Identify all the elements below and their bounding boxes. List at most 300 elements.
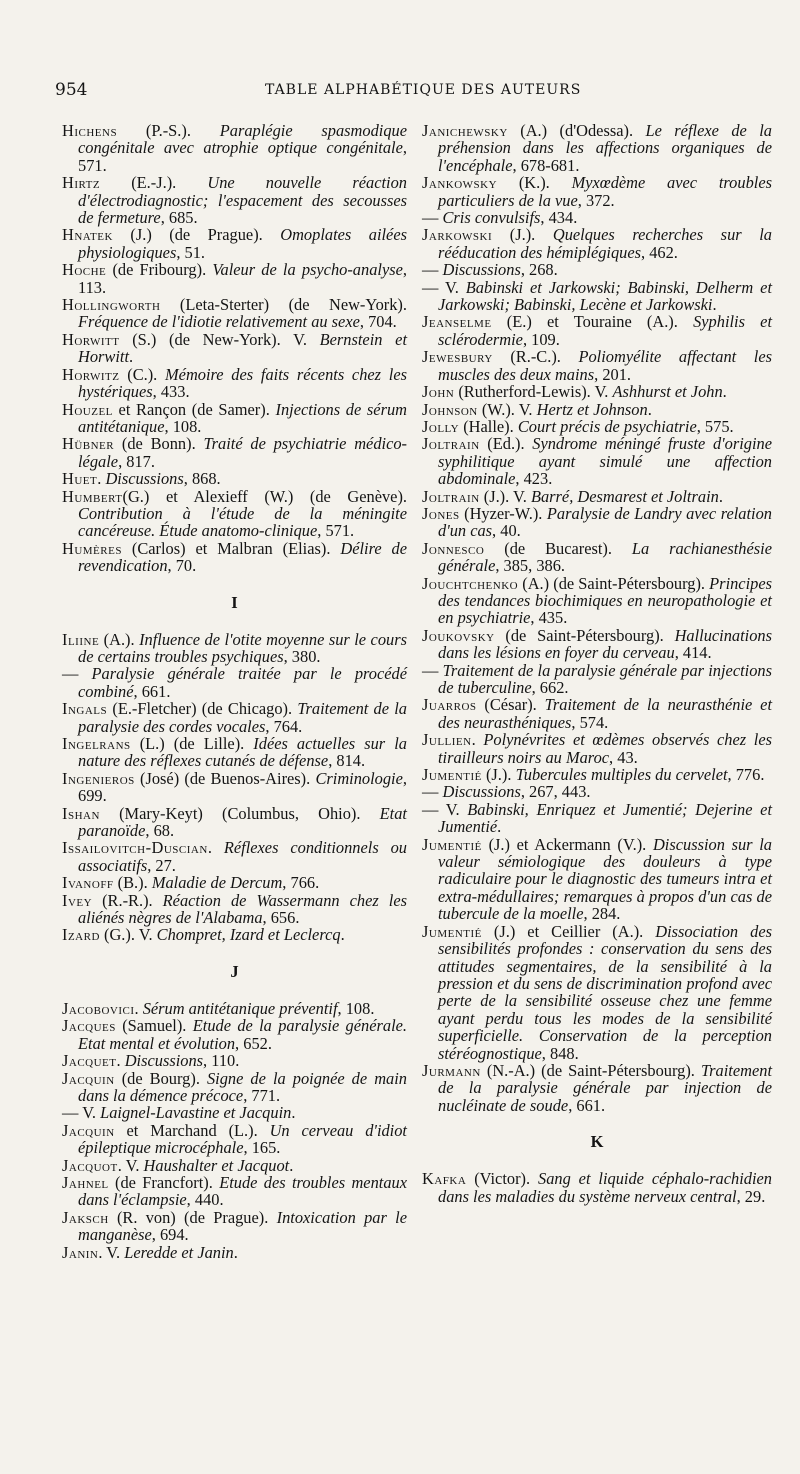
work-title: Babinski, Enriquez et Jumentié; Dejerine et Jumentié [438,799,772,837]
entry-list-j [62,1000,407,1261]
author-details: (G.) et Alexieff (W.) (de Genève). [122,486,407,506]
page-reference: , 434. [540,208,578,228]
work-title: Court précis de psychiatrie [517,416,697,436]
author-name: Jacobovici [62,998,135,1018]
work-title: Traité de psychiatrie médico-légale [78,434,407,471]
author-details: (J.) (de Prague). [112,225,281,245]
work-title: La rachianesthésie générale [438,538,772,576]
entry-list-k [422,1170,772,1205]
author-details: (José) (de Buenos-Aires). [134,768,316,788]
index-entry [62,226,407,261]
index-entry [62,470,407,487]
author-name: Jankowsky [422,173,498,193]
work-title: Principes des tendances biochimiques en neuropathologie et en psychiatrie [438,573,772,628]
author-details: (Samuel). [115,1016,193,1036]
author-details: . V. [117,1155,144,1175]
page-reference: , 704. [359,312,397,332]
author-details: — V. [422,799,468,819]
author-name: Janichewsky [422,121,508,140]
author-details: (Carlos) et Malbran (Elias). [121,538,341,558]
author-name: Jacquet [62,1051,117,1071]
index-entry [62,1070,407,1105]
work-title: Fréquence de l'idiotie relativement au sexe [78,312,360,332]
page-reference: , 678-681. [512,155,580,175]
index-entry [422,1062,772,1114]
author-details: (N.-A.) (de Saint-Pétersbourg). [480,1060,701,1080]
author-details: (J.). [492,225,553,245]
page-reference: , 435. [530,608,568,628]
index-entry [422,279,772,314]
index-entry [62,261,407,296]
work-title: Maladie de Dercum [151,873,283,893]
author-name: Joukovsky [422,625,495,645]
page-reference: . [497,817,502,837]
page-reference: , 414. [674,643,712,663]
work-title: Valeur de la psycho-analyse [212,260,403,280]
index-entry [62,892,407,927]
page-reference: , 109. [522,329,560,349]
page-reference: , 771. [243,1085,281,1105]
page-reference: , 110. [203,1051,240,1071]
author-name: Jeanselme [422,312,492,332]
author-details: (A.) (de Saint-Pétersbourg). [518,573,710,593]
index-entry [62,488,407,540]
author-name: Johnson [422,399,478,419]
index-entry [422,1170,772,1205]
work-title: Criminologie [315,768,403,788]
index-entry [422,383,772,400]
page-reference: . [722,382,727,402]
author-name: Janin [62,1242,99,1262]
page-number: 954 [55,80,88,100]
index-entry [422,731,772,766]
index-entry [62,1174,407,1209]
work-title: Traitement de la paralysie générale par injection de nucléinate de soude [438,1060,772,1115]
author-name: Izard [62,925,100,945]
page-reference: , 662. [531,678,569,697]
page-reference: , 70. [167,556,197,576]
work-title: Discussions [124,1051,204,1071]
author-name: Jolly [422,416,460,436]
author-details: (Victor). [466,1169,538,1189]
page-reference: , 571. [78,138,407,175]
index-entry [422,226,772,261]
author-details: (E.-Fletcher) (de Chicago). [107,699,298,719]
author-details: (J.). [481,765,516,785]
index-entry [422,313,772,348]
page-reference: , 284. [583,904,621,924]
page-reference: , 201. [594,364,632,384]
author-name: Jumentié [422,834,482,854]
author-name: Jacquot [62,1155,118,1175]
entry-list-j-cont [422,122,772,1114]
section-letter-i: I [231,592,238,612]
author-name: Ingelrans [62,734,131,753]
page-reference: , 571. [317,521,355,541]
index-entry [62,1052,407,1069]
work-title: Réaction de Wassermann chez les aliénés nègres de l'Alabama [78,890,408,928]
work-title: Idées actuelles sur la nature des réflexes cutanés de défense [78,734,407,771]
index-entry [62,839,407,874]
page-reference: , 51. [176,242,206,262]
page-reference: . [647,399,652,419]
author-details: — [422,208,443,228]
work-title: Paralysie générale traitée par le procédé combiné [78,664,407,701]
page-reference: , 817. [118,451,155,471]
page-reference: , 694. [151,1225,189,1245]
index-entry [422,401,772,418]
work-title: Contribution à l'étude de la méningite cancéreuse. Étude anatomo-clinique [78,503,407,541]
author-details: (R.-R.). [92,890,163,910]
author-name: Jumentié [422,921,482,941]
page-reference: , 29. [736,1186,766,1206]
author-name: Jarkowski [422,225,493,245]
running-title: TABLE ALPHABÉTIQUE DES AUTEURS [265,82,582,98]
page-reference: . [291,1103,296,1123]
index-entry [422,783,772,800]
author-name: Jacques [62,1016,116,1036]
page-reference: , 575. [696,416,734,436]
index-entry [422,174,772,209]
author-details: (E.-J.). [100,173,208,193]
author-name: Iliine [62,629,100,649]
author-name: Jacquin [62,1120,115,1140]
author-details: (J.) et Ackermann (V.). [481,834,653,854]
author-details: (G.). V. [99,925,157,945]
index-entry [62,1000,407,1017]
page-reference: , 372. [577,190,615,210]
author-details: (J.) et Ceillier (A.). [481,921,656,941]
work-title: Sang et liquide céphalo-rachidien dans les maladies du système nerveux central [438,1169,772,1206]
page-reference: , 108. [337,998,375,1018]
work-title: Traitement de la paralysie générale par injections de tuberculine [438,660,772,697]
work-title: Discussion sur la valeur sémiologique des douleurs à type radiculaire pour le diagnostic des tumeurs intra et extra-médullaires; remarques à propos d'un cas de tubercule de la moelle [438,834,772,924]
author-name: Jullien [422,730,472,750]
author-name: Horwitt [62,329,120,349]
author-name: Jouchtchenko [422,573,519,593]
author-details: (de Bonn). [114,434,204,454]
index-entry [62,631,407,666]
work-title: Le réflexe de la préhension dans les affections organiques de l'encéphale [438,121,772,175]
page-reference: , 776. [727,765,765,785]
index-entry [62,735,407,770]
work-title: Dissociation des sensibilités profondes : conservation du sens des attitudes segmentaires, de la sensibilité à la pression et du sens de discrimination profond avec perte de la sensibilité osseuse chez une femme ayant perdu tous les modes de la sensibilité superficielle. Conservation de la perception stéréognostique [438,921,772,1063]
author-details: (R. von) (de Prague). [108,1207,277,1227]
index-entry [422,540,772,575]
page-reference: , 661. [568,1095,606,1115]
page-reference: , 814. [328,751,366,771]
page-reference: , 43. [609,747,638,767]
author-details: . [97,469,106,489]
page-reference: , 656. [262,908,300,928]
work-title: Haushalter et Jacquot [143,1155,290,1175]
work-title: Influence de l'otite moyenne sur le cours de certains troubles psychiques [78,629,407,666]
work-title: Paraplégie spasmodique congénitale avec atrophie optique congénitale [78,121,407,158]
index-entry [62,540,407,575]
index-entry [422,801,772,836]
work-title: Omoplates ailées physiologiques [78,225,407,262]
work-title: Babinski et Jarkowski; Babinski, Delherm et Jarkowski; Babinski, Lecène et Jarkowski [438,277,772,315]
author-details: (J.). V. [479,486,531,506]
index-entry [62,700,407,735]
author-details: (Hyzer-W.). [459,503,547,523]
page-reference: , 40. [492,521,521,541]
author-details: (de Saint-Pétersbourg). [494,625,675,645]
index-entry [62,874,407,891]
author-name: Ingenieros [62,768,135,788]
author-name: Humères [62,538,122,558]
author-name: Joltrain [422,434,480,454]
author-name: Jonnesco [422,538,485,558]
index-entry [62,770,407,805]
index-entry [62,1122,407,1157]
index-entry [422,575,772,627]
author-name: Hübner [62,434,115,454]
author-details: (R.-C.). [492,347,579,367]
entry-list-i [62,631,407,944]
author-name: Ivey [62,890,93,910]
author-details: (César). [476,695,545,715]
page-reference: . [340,925,345,945]
page-reference: , 267, 443. [520,782,591,802]
author-details: . V. [98,1242,125,1262]
page-reference: . [129,347,134,367]
author-details: (de Bucarest). [484,538,632,558]
index-entry [62,805,407,840]
author-name: Hollingworth [62,295,161,315]
author-details: (B.). [113,873,152,893]
index-entry [422,766,772,783]
index-entry [422,696,772,731]
author-details: (K.). [497,173,572,193]
page-reference: , 108. [164,416,202,436]
author-details: (W.). V. [477,399,537,419]
index-entry [62,1209,407,1244]
index-entry [422,662,772,697]
author-details: — [422,260,443,280]
index-entry [422,488,772,505]
work-title: Etat paranoïde [78,803,407,841]
author-name: Ivanoff [62,873,114,893]
index-entry [62,665,407,700]
index-entry [62,1017,407,1052]
page-reference: . [289,1155,294,1175]
author-details: (Mary-Keyt) (Columbus, Ohio). [99,803,380,823]
index-entry [422,122,772,174]
work-title: Discussions [442,260,521,280]
author-name: Jewesbury [422,347,493,367]
author-name: Juarros [422,695,477,715]
page-reference: , 868. [183,469,221,489]
index-entry [422,418,772,435]
author-name: Jahnel [62,1172,109,1192]
page-reference: , 766. [282,873,320,893]
author-details: (E.) et Touraine (A.). [491,312,694,332]
author-name: Kafka [422,1169,467,1189]
page-reference: , 848. [541,1043,579,1063]
author-details: — [422,660,443,680]
left-column [62,122,407,1261]
page-reference: , 440. [186,1190,224,1210]
page-reference: , 699. [78,768,407,806]
work-title: Etude de la paralysie générale. Etat mental et évolution [78,1016,407,1053]
author-name: Jaksch [62,1207,109,1227]
work-title: Polynévrites et œdèmes observés chez les tirailleurs noirs au Maroc [438,730,772,767]
index-entry [62,1244,407,1261]
index-entry [422,261,772,278]
author-details: (Leta-Sterter) (de New-York). [160,295,407,315]
work-title: Cris convulsifs [442,208,541,228]
author-name: Joltrain [422,486,480,506]
page-reference: , 433. [152,382,190,402]
author-details: (L.) (de Lille). [130,734,254,753]
author-details: — V. [422,277,466,297]
work-title: Signe de la poignée de main dans la démence précoce [78,1068,407,1105]
section-letter-j: J [230,961,239,981]
author-details: (A.). [99,629,140,649]
author-name: Hoche [62,260,107,280]
work-title: Intoxication par le manganèse [78,1207,407,1245]
index-entry [62,1104,407,1121]
author-details: . [116,1051,125,1071]
author-details: et Rançon (de Samer). [112,399,276,419]
author-name: Jurmann [422,1060,481,1080]
entry-list-h [62,122,407,575]
index-entry [422,923,772,1062]
index-entry [62,435,407,470]
work-title: Injections de sérum antitétanique [78,399,407,436]
author-name: John [422,382,455,402]
page-reference: , 27. [147,855,176,875]
author-name: Hirtz [62,173,101,193]
author-name: Jumentié [422,765,482,785]
author-name: Jacquin [62,1068,115,1088]
index-entry [62,1157,407,1174]
author-details: (Halle). [459,416,518,436]
section-letter-k: K [590,1132,604,1152]
work-title: Myxœdème avec troubles particuliers de la vue [438,173,772,210]
author-name: Ingals [62,699,108,719]
page-reference: , 380. [283,646,321,666]
index-entry [422,348,772,383]
author-name: Horwitz [62,364,120,384]
page-reference: . [718,486,723,506]
work-title: Sérum antitétanique préventif [142,998,338,1018]
author-details: (P.-S.). [117,121,220,140]
author-name: Ishan [62,803,100,823]
author-details: (de Francfort). [108,1172,220,1192]
work-title: Mémoire des faits récents chez les hystériques [78,364,407,402]
author-details: (A.) (d'Odessa). [507,121,646,140]
index-entry [422,435,772,487]
page-reference: , 385, 386. [495,556,566,576]
index-entry [62,366,407,401]
page-reference: . [233,1242,238,1262]
page-reference: , 462. [641,242,678,262]
page-reference: , 764. [265,716,303,736]
index-entry [62,296,407,331]
page-header [55,80,745,100]
index-entry [62,122,407,174]
index-entry [422,209,772,226]
work-title: Traitement de la paralysie des cordes vocales [78,699,407,736]
work-title: Quelques recherches sur la rééducation des hémiplégiques [438,225,772,262]
author-details: . [471,730,484,750]
page-reference: , 685. [160,208,198,228]
author-details: — V. [62,1103,101,1123]
page-reference: . [712,295,717,315]
work-title: Traitement de la neurasthénie et des neurasthéniques [438,695,772,732]
work-title: Laignel-Lavastine et Jacquin [100,1103,292,1123]
page-reference: , 113. [78,260,407,297]
work-title: Discussions [442,782,521,802]
page-reference: , 68. [145,821,175,841]
work-title: Un cerveau d'idiot épileptique microcéphale [78,1120,407,1158]
author-details: (C.). [119,364,166,384]
author-details: — [62,664,92,684]
work-title: Discussions [105,469,184,489]
work-title: Ashhurst et John [612,382,723,402]
work-title: Réflexes conditionnels ou associatifs [78,838,408,875]
page-reference: , 652. [235,1033,272,1053]
work-title: Paralysie de Landry avec relation d'un cas [438,503,772,541]
work-title: Syphilis et sclérodermie [438,312,773,349]
author-details: (Ed.). [479,434,533,454]
work-title: Barré, Desmarest et Joltrain [530,486,719,506]
index-entry [422,836,772,923]
author-name: Issailovitch-Duscian [62,838,208,858]
work-title: Délire de revendication [78,538,407,576]
author-details: . [207,838,224,858]
author-name: Houzel [62,399,113,419]
author-details: (Rutherford-Lewis). V. [454,382,613,402]
work-title: Bernstein et Horwitt [78,329,407,367]
author-details: — [422,782,443,802]
author-details: (S.) (de New-York). V. [119,329,320,349]
page-reference: , 165. [243,1138,281,1158]
author-name: Jones [422,503,460,523]
page-reference: , 423. [515,469,553,489]
author-name: Hichens [62,121,118,140]
work-title: Tubercules multiples du cervelet [515,765,728,785]
work-title: Une nouvelle réaction d'électrodiagnostic; l'espacement des secousses de fermeture [78,173,407,228]
index-entry [422,505,772,540]
work-title: Syndrome méningé fruste d'origine syphilitique ayant simulé une affection abdominale [438,434,773,489]
author-name: Humbert [62,486,123,506]
work-title: Chompret, Izard et Leclercq [156,925,341,945]
work-title: Leredde et Janin [124,1242,234,1262]
author-name: Hnatek [62,225,113,245]
index-entry [62,331,407,366]
index-entry [62,401,407,436]
author-details: (de Fribourg). [106,260,213,280]
author-details: . [134,998,143,1018]
author-name: Huet [62,469,98,489]
right-column [422,122,772,1205]
index-entry [62,926,407,943]
page-reference: , 661. [133,681,171,701]
index-entry [62,174,407,226]
work-title: Etude des troubles mentaux dans l'éclampsie [78,1172,407,1210]
page-reference: , 574. [571,712,609,732]
work-title: Poliomyélite affectant les muscles des deux mains [438,347,773,384]
page-reference: , 268. [520,260,558,280]
index-entry [422,627,772,662]
author-details: et Marchand (L.). [114,1120,270,1140]
author-details: (de Bourg). [114,1068,207,1088]
work-title: Hallucinations dans les lésions en foyer du cerveau [438,625,772,663]
work-title: Hertz et Johnson [536,399,648,419]
